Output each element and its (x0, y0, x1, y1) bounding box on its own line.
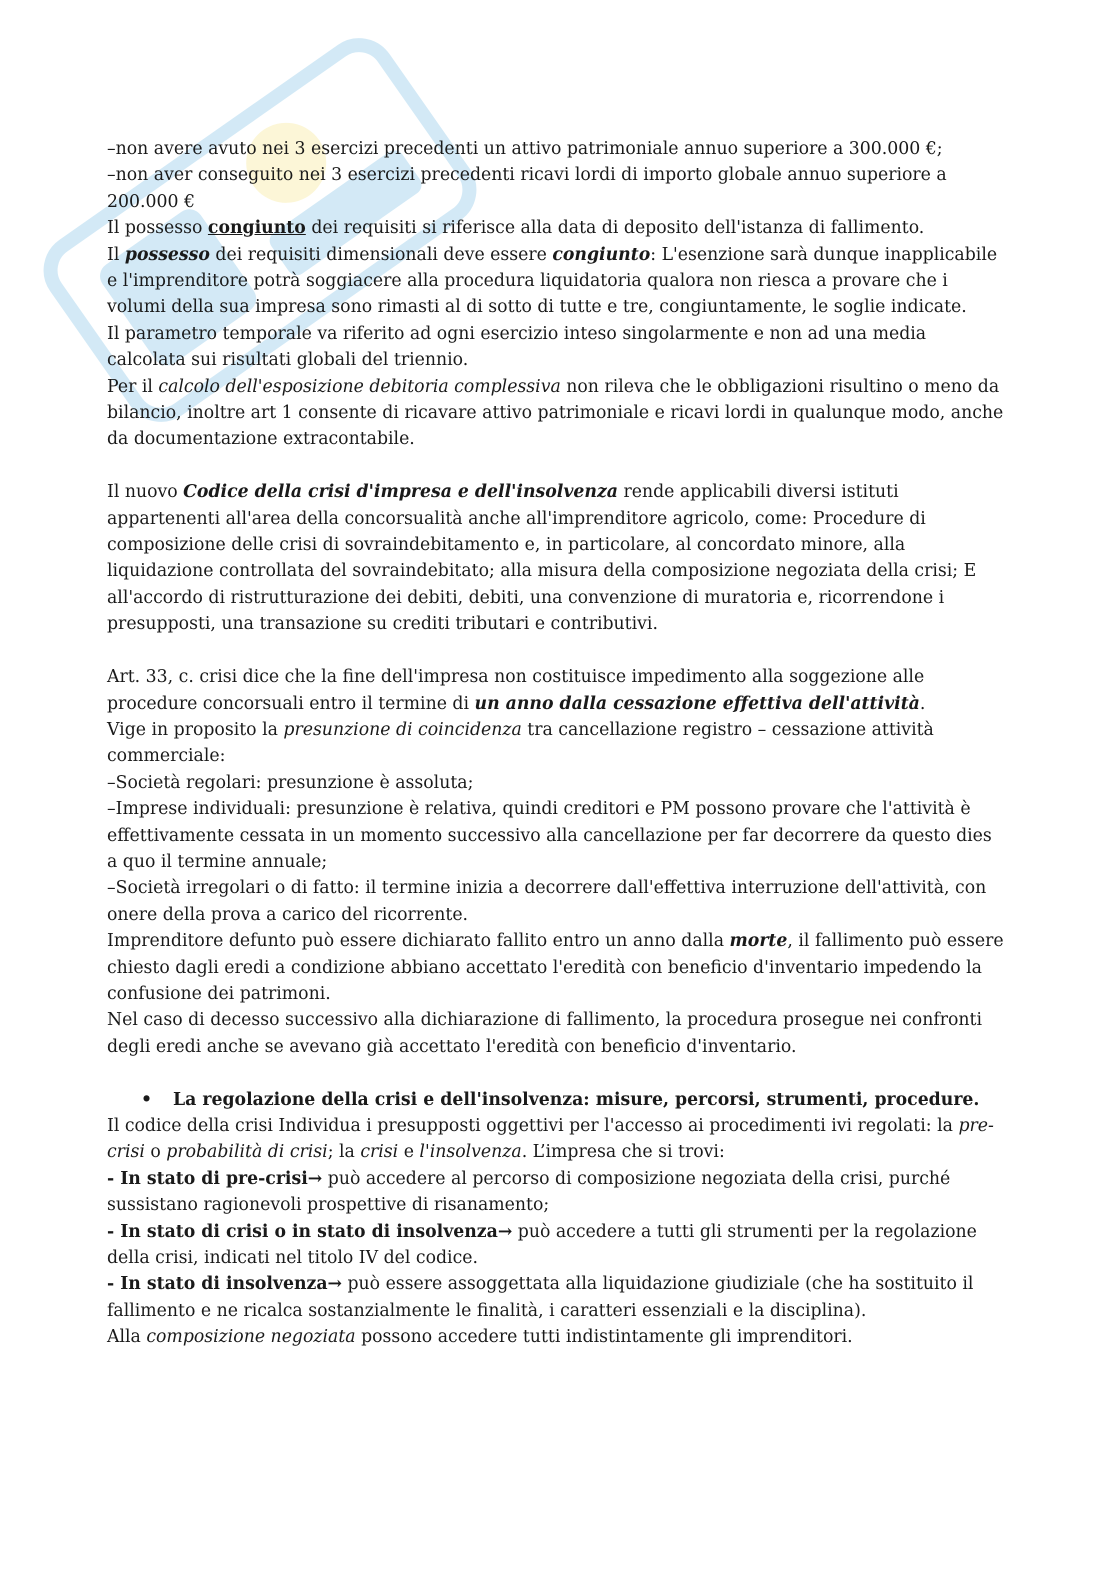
line-debt-exposure: Per il calcolo dell'esposizione debitoria complessiva non rileva che le obbligazioni risultino o meno da bilancio, inoltre art 1 consente di ricavare attivo patrimoniale e ricavi lordi in qualunque modo, anche da documentazione extracontabile. (107, 376, 1004, 450)
arrow-right-icon: → (497, 1221, 513, 1242)
line-deceased-entrepreneur: Imprenditore defunto può essere dichiarato fallito entro un anno dalla morte, il fallimento può essere chiesto dagli eredi a condizione abbiano accettato l'eredità con beneficio d'inventario impedendo la confusione dei patrimoni. (107, 931, 1004, 1004)
line-joint-possession: Il possesso congiunto dei requisiti si riferisce alla data di deposito dell'istanza di fallimento. (107, 218, 925, 239)
line-irregular-companies: –Società irregolari o di fatto: il termine inizia a decorrere dall'effettiva interruzione dell'attività, con onere della prova a carico del ricorrente. (107, 878, 987, 925)
line-individual-enterprises: –Imprese individuali: presunzione è relativa, quindi creditori e PM possono provare che l'attività è effettivamente cessata in un momento successivo alla cancellazione per far decorrere da questo dies a quo il termine annuale; (107, 799, 992, 872)
line-subsequent-death: Nel caso di decesso successivo alla dichiarazione di fallimento, la procedura prosegue nei confronti degli eredi anche se avevano già accettato l'eredità con beneficio d'inventario. (107, 1010, 982, 1057)
item-crisis-insolvency: - In stato di crisi o in stato di insolvenza→ può accedere a tutti gli strumenti per la regolazione della crisi, indicati nel titolo IV del codice. (107, 1221, 977, 1269)
paragraph-new-code: Il nuovo Codice della crisi d'impresa e dell'insolvenza rende applicabili diversi istituti appartenenti all'area della concorsualità anche all'imprenditore agricolo, come: Procedure di composizione delle crisi di sovraindebitamento e, in particolare, al concordato minore, alla liquidazione controllata del sovraindebitato; alla misura della composizione negoziata della crisi; E all'accordo di ristrutturazione dei debiti, debiti, una convenzione di muratoria e, ricorrendone i presupposti, una transazione su crediti tributari e contributivi. (107, 482, 977, 635)
line-requirement-assets: –non avere avuto nei 3 esercizi precedenti un attivo patrimoniale annuo superiore a 300.000 €; (107, 139, 943, 159)
line-dimensional-requirements: Il possesso dei requisiti dimensionali deve essere congiunto: L'esenzione sarà dunque inapplicabile e l'imprenditore potrà soggiacere alla procedura liquidatoria qualora non riesca a provare che i volumi della sua impresa sono rimasti al di sotto di tutte e tre, congiuntamente, le soglie indicate. (107, 244, 998, 318)
line-temporal-parameter: Il parametro temporale va riferito ad ogni esercizio inteso singolarmente e non ad una media calcolata sui risultati globali del triennio. (107, 323, 927, 371)
arrow-right-icon: → (327, 1274, 342, 1295)
line-crisis-code: Il codice della crisi Individua i presupposti oggettivi per l'accesso ai procedimenti ivi regolati: la pre-crisi o probabilità di crisi; la crisi e l'insolvenza. L’impresa che si trovi: (107, 1115, 994, 1163)
item-pre-crisis: - In stato di pre-crisi→ può accedere al percorso di composizione negoziata della crisi, purché sussistano ragionevoli prospettive di risanamento; (107, 1168, 951, 1216)
paragraph-art-33: Art. 33, c. crisi dice che la fine dell'impresa non costituisce impedimento alla soggezione alle procedure concorsuali entro il termine di un anno dalla cessazione effettiva dell'attività. (107, 667, 926, 714)
arrow-right-icon: → (307, 1168, 323, 1189)
item-insolvency: - In stato di insolvenza→ può essere assoggettata alla liquidazione giudiziale (che ha sostituito il fallimento e ne ricalca sostanzialmente le finalità, i caratteri essenziali e la disciplina). (107, 1274, 974, 1321)
emphasis-congiunto: congiunto (207, 218, 306, 239)
line-negotiated-composition: Alla composizione negoziata possono accedere tutti indistintamente gli imprenditori. (107, 1327, 853, 1348)
line-requirement-revenue: –non aver conseguito nei 3 esercizi precedenti ricavi lordi di importo globale annuo superiore a 200.000 € (107, 165, 947, 212)
document-page (107, 136, 1007, 1351)
bullet-icon: • (141, 1089, 153, 1110)
line-regular-companies: –Società regolari: presunzione è assoluta; (107, 772, 474, 793)
section-heading: • La regolazione della crisi e dell'insolvenza: misure, percorsi, strumenti, procedure. (107, 1087, 1007, 1113)
line-presumption: Vige in proposito la presunzione di coincidenza tra cancellazione registro – cessazione attività commerciale: (107, 719, 934, 767)
